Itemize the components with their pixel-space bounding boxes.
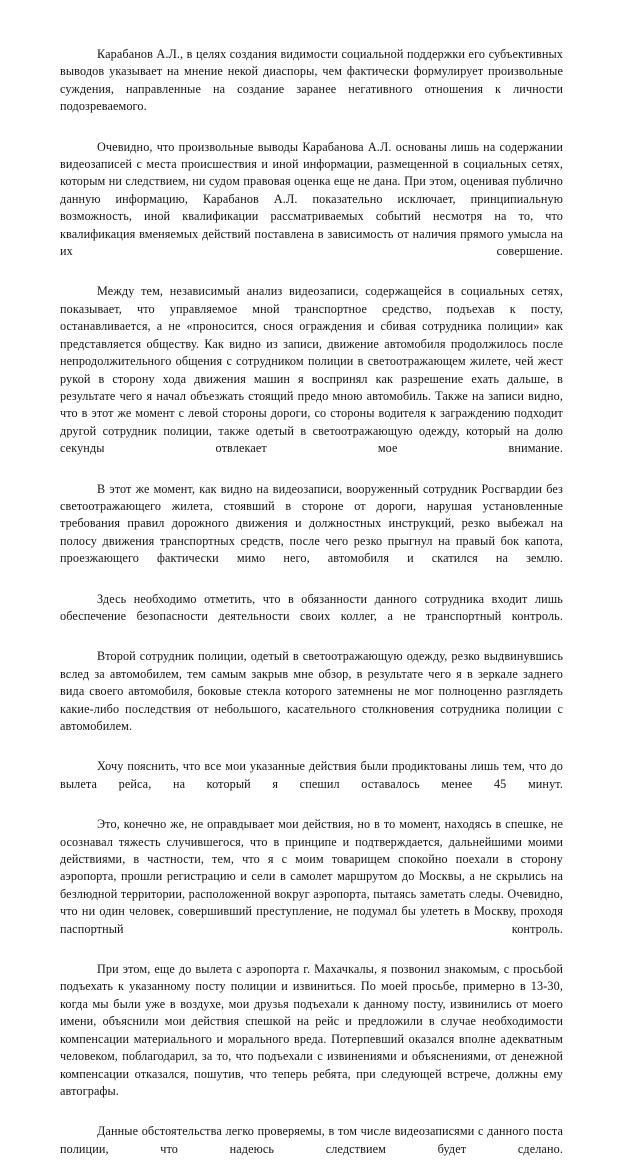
paragraph: Очевидно, что произвольные выводы Карабанова А.Л. основаны лишь на содержании видеозаписей с места происшествия и иной информации, размещенной в социальных сетях, которым ни следствием, ни судом правовая оценка еще не дана. При этом, оценивая публично данную информацию, Карабанов А.Л. показательно исключает, принципиальную возможность, иной квалификации рассматриваемых событий несмотря на то, что квалификация вменяемых действий поставлена в зависимость от наличия прямого умысла на их совершение.	[60, 139, 563, 259]
paragraph: Между тем, независимый анализ видеозаписи, содержащейся в социальных сетях, показывает, что управляемое мной транспортное средство, подъехав к посту, останавливается, а не «проносится, снося ограждения и сбивая сотрудника полиции» как представляется обществу. Как видно из записи, движение автомобиля продолжилось после непродолжительного общения с сотрудником полиции в светоотражающем жилете, чей жест рукой в сторону хода движения машин я воспринял как разрешение ехать дальше, в результате чего я начал объезжать стоящий предо мною автомобиль. Также на записи видно, что в этот же момент с левой стороны дороги, со стороны водителя к заграждению подходит другой сотрудник полиции, также одетый в светоотражающую одежду, который на долю секунды отвлекает мое внимание.	[60, 284, 563, 456]
paragraph: Карабанов А.Л., в целях создания видимости социальной поддержки его субъективных выводов указывает на мнение некой диаспоры, чем фактически формулирует произвольные суждения, направленные на создание заранее негативного отношения к личности подозреваемого.	[60, 47, 563, 114]
document-text-body	[60, 46, 563, 1176]
paragraph: Здесь необходимо отметить, что в обязанности данного сотрудника входит лишь обеспечение безопасности деятельности своих коллег, а не транспортный контроль.	[60, 591, 563, 623]
paragraph: Данные обстоятельства легко проверяемы, в том числе видеозаписями с данного поста полиции, что надеюсь следствием будет сделано.	[60, 1124, 563, 1156]
paragraph: В этот же момент, как видно на видеозаписи, вооруженный сотрудник Росгвардии без светоотражающего жилета, стоявший в стороне от дороги, нарушая установленные требования правил дорожного движения и должностных инструкций, резко выбежал на полосу движения транспортных средств, после чего резко прыгнул на правый бок капота, проезжающего фактически мимо него, автомобиля и скатился на землю.	[60, 481, 563, 566]
paragraph: Хочу пояснить, что все мои указанные действия были продиктованы лишь тем, что до вылета рейса, на который я спешил оставалось менее 45 минут.	[60, 759, 563, 791]
paragraph: Второй сотрудник полиции, одетый в светоотражающую одежду, резко выдвинувшись вслед за автомобилем, тем самым закрыв мне обзор, в результате чего я в зеркале заднего вида своего автомобиля, боковые стекла которого затемнены не мог полноценно разглядеть какие-либо последствия от небольшого, касательного столкновения сотрудника полиции с автомобилем.	[60, 649, 563, 733]
paragraph: Это, конечно же, не оправдывает мои действия, но в то момент, находясь в спешке, не осознавал тяжесть случившегося, что в принципе и подтверждается, дальнейшими моими действиями, в частности, тем, что я с моим товарищем спокойно поехали в сторону аэропорта, прошли регистрацию и сели в самолет маршрутом до Москвы, а не скрылись на безлюдной территории, расположенной вокруг аэропорта, пытаясь заметать следы. Очевидно, что ни один человек, совершивший преступление, не подумал бы улететь в Москву, проходя паспортный контроль.	[60, 817, 563, 936]
paragraph: При этом, еще до вылета с аэропорта г. Махачкалы, я позвонил знакомым, с просьбой подъехать к указанному посту полиции и извиниться. По моей просьбе, примерно в 13-30, когда мы были уже в воздухе, мои друзья подъехали к данному посту, извинились от моего имени, объяснили мои действия спешкой на рейс и предложили в случае необходимости компенсации материального и морального вреда. Потерпевший оказался вполне адекватным человеком, поблагодарил, за то, что подъехали с извинениями и объяснениями, от денежной компенсации отказался, пошутив, что теперь ребята, при следующей встрече, должны ему автографы.	[60, 962, 563, 1098]
